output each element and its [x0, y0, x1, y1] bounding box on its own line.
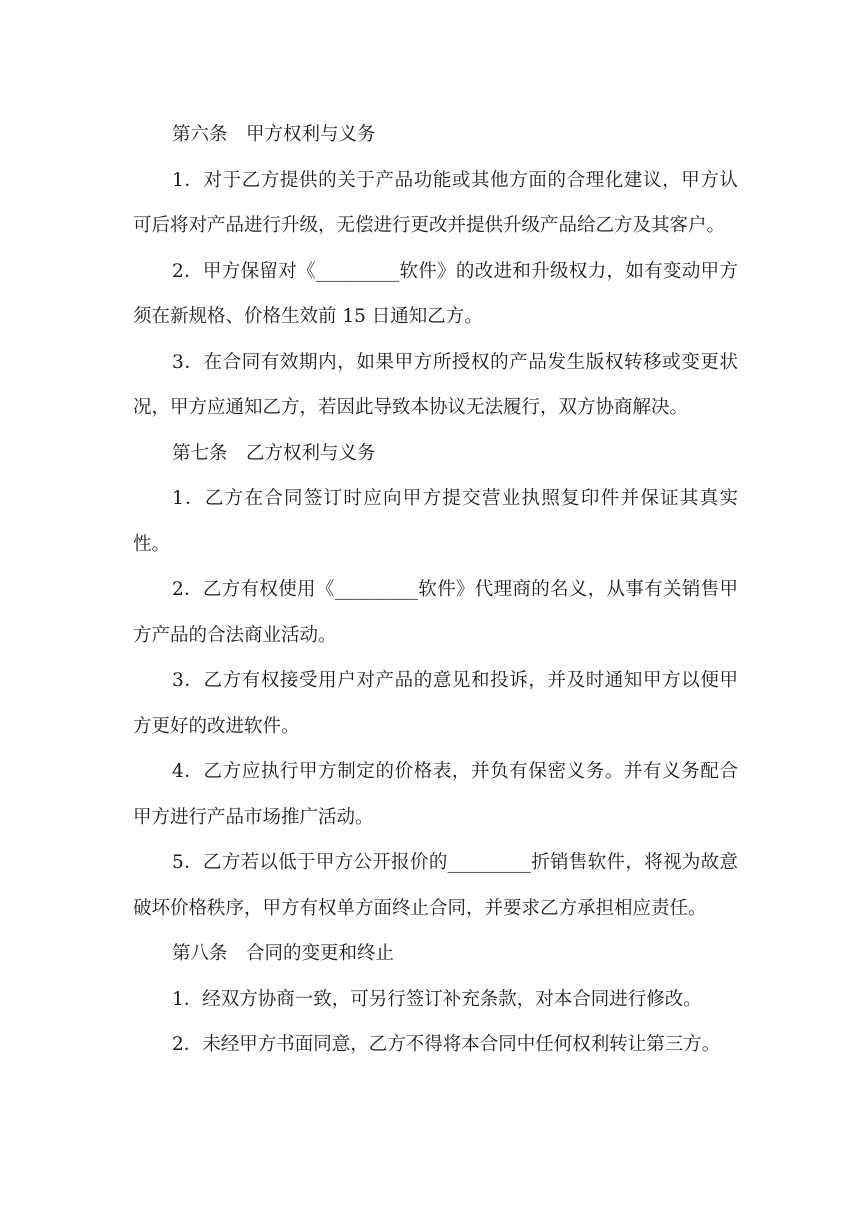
section-heading-6: 第六条 甲方权利与义务: [172, 124, 376, 145]
clause-7-2: 2．乙方有权使用《_________软件》代理商的名义，从事有关销售甲方产品的合法商业活动。: [133, 579, 738, 646]
clause-6-2: 2．甲方保留对《_________软件》的改进和升级权力，如有变动甲方须在新规格、价格生效前 15 日通知乙方。: [133, 260, 738, 327]
clause-7-4: 4．乙方应执行甲方制定的价格表，并负有保密义务。并有义务配合甲方进行产品市场推广活动。: [133, 761, 738, 828]
clause-7-1: 1．乙方在合同签订时应向甲方提交营业执照复印件并保证其真实性。: [133, 488, 738, 555]
clause-8-2: 2．未经甲方书面同意，乙方不得将本合同中任何权利转让第三方。: [172, 1034, 721, 1055]
section-heading-7: 第七条 乙方权利与义务: [172, 442, 376, 464]
clause-6-3: 3．在合同有效期内，如果甲方所授权的产品发生版权转移或变更状况，甲方应通知乙方，若因此导致本协议无法履行，双方协商解决。: [133, 351, 738, 418]
clause-7-3: 3．乙方有权接受用户对产品的意见和投诉，并及时通知甲方以便甲方更好的改进软件。: [133, 670, 738, 737]
section-heading-8: 第八条 合同的变更和终止: [172, 943, 395, 964]
clause-6-1: 1．对于乙方提供的关于产品功能或其他方面的合理化建议，甲方认可后将对产品进行升级，无偿进行更改并提供升级产品给乙方及其客户。: [133, 169, 738, 236]
clause-7-5: 5．乙方若以低于甲方公开报价的_________折销售软件，将视为故意破坏价格秩序，甲方有权单方面终止合同，并要求乙方承担相应责任。: [133, 852, 738, 919]
clause-8-1: 1．经双方协商一致，可另行签订补充条款，对本合同进行修改。: [172, 988, 702, 1010]
